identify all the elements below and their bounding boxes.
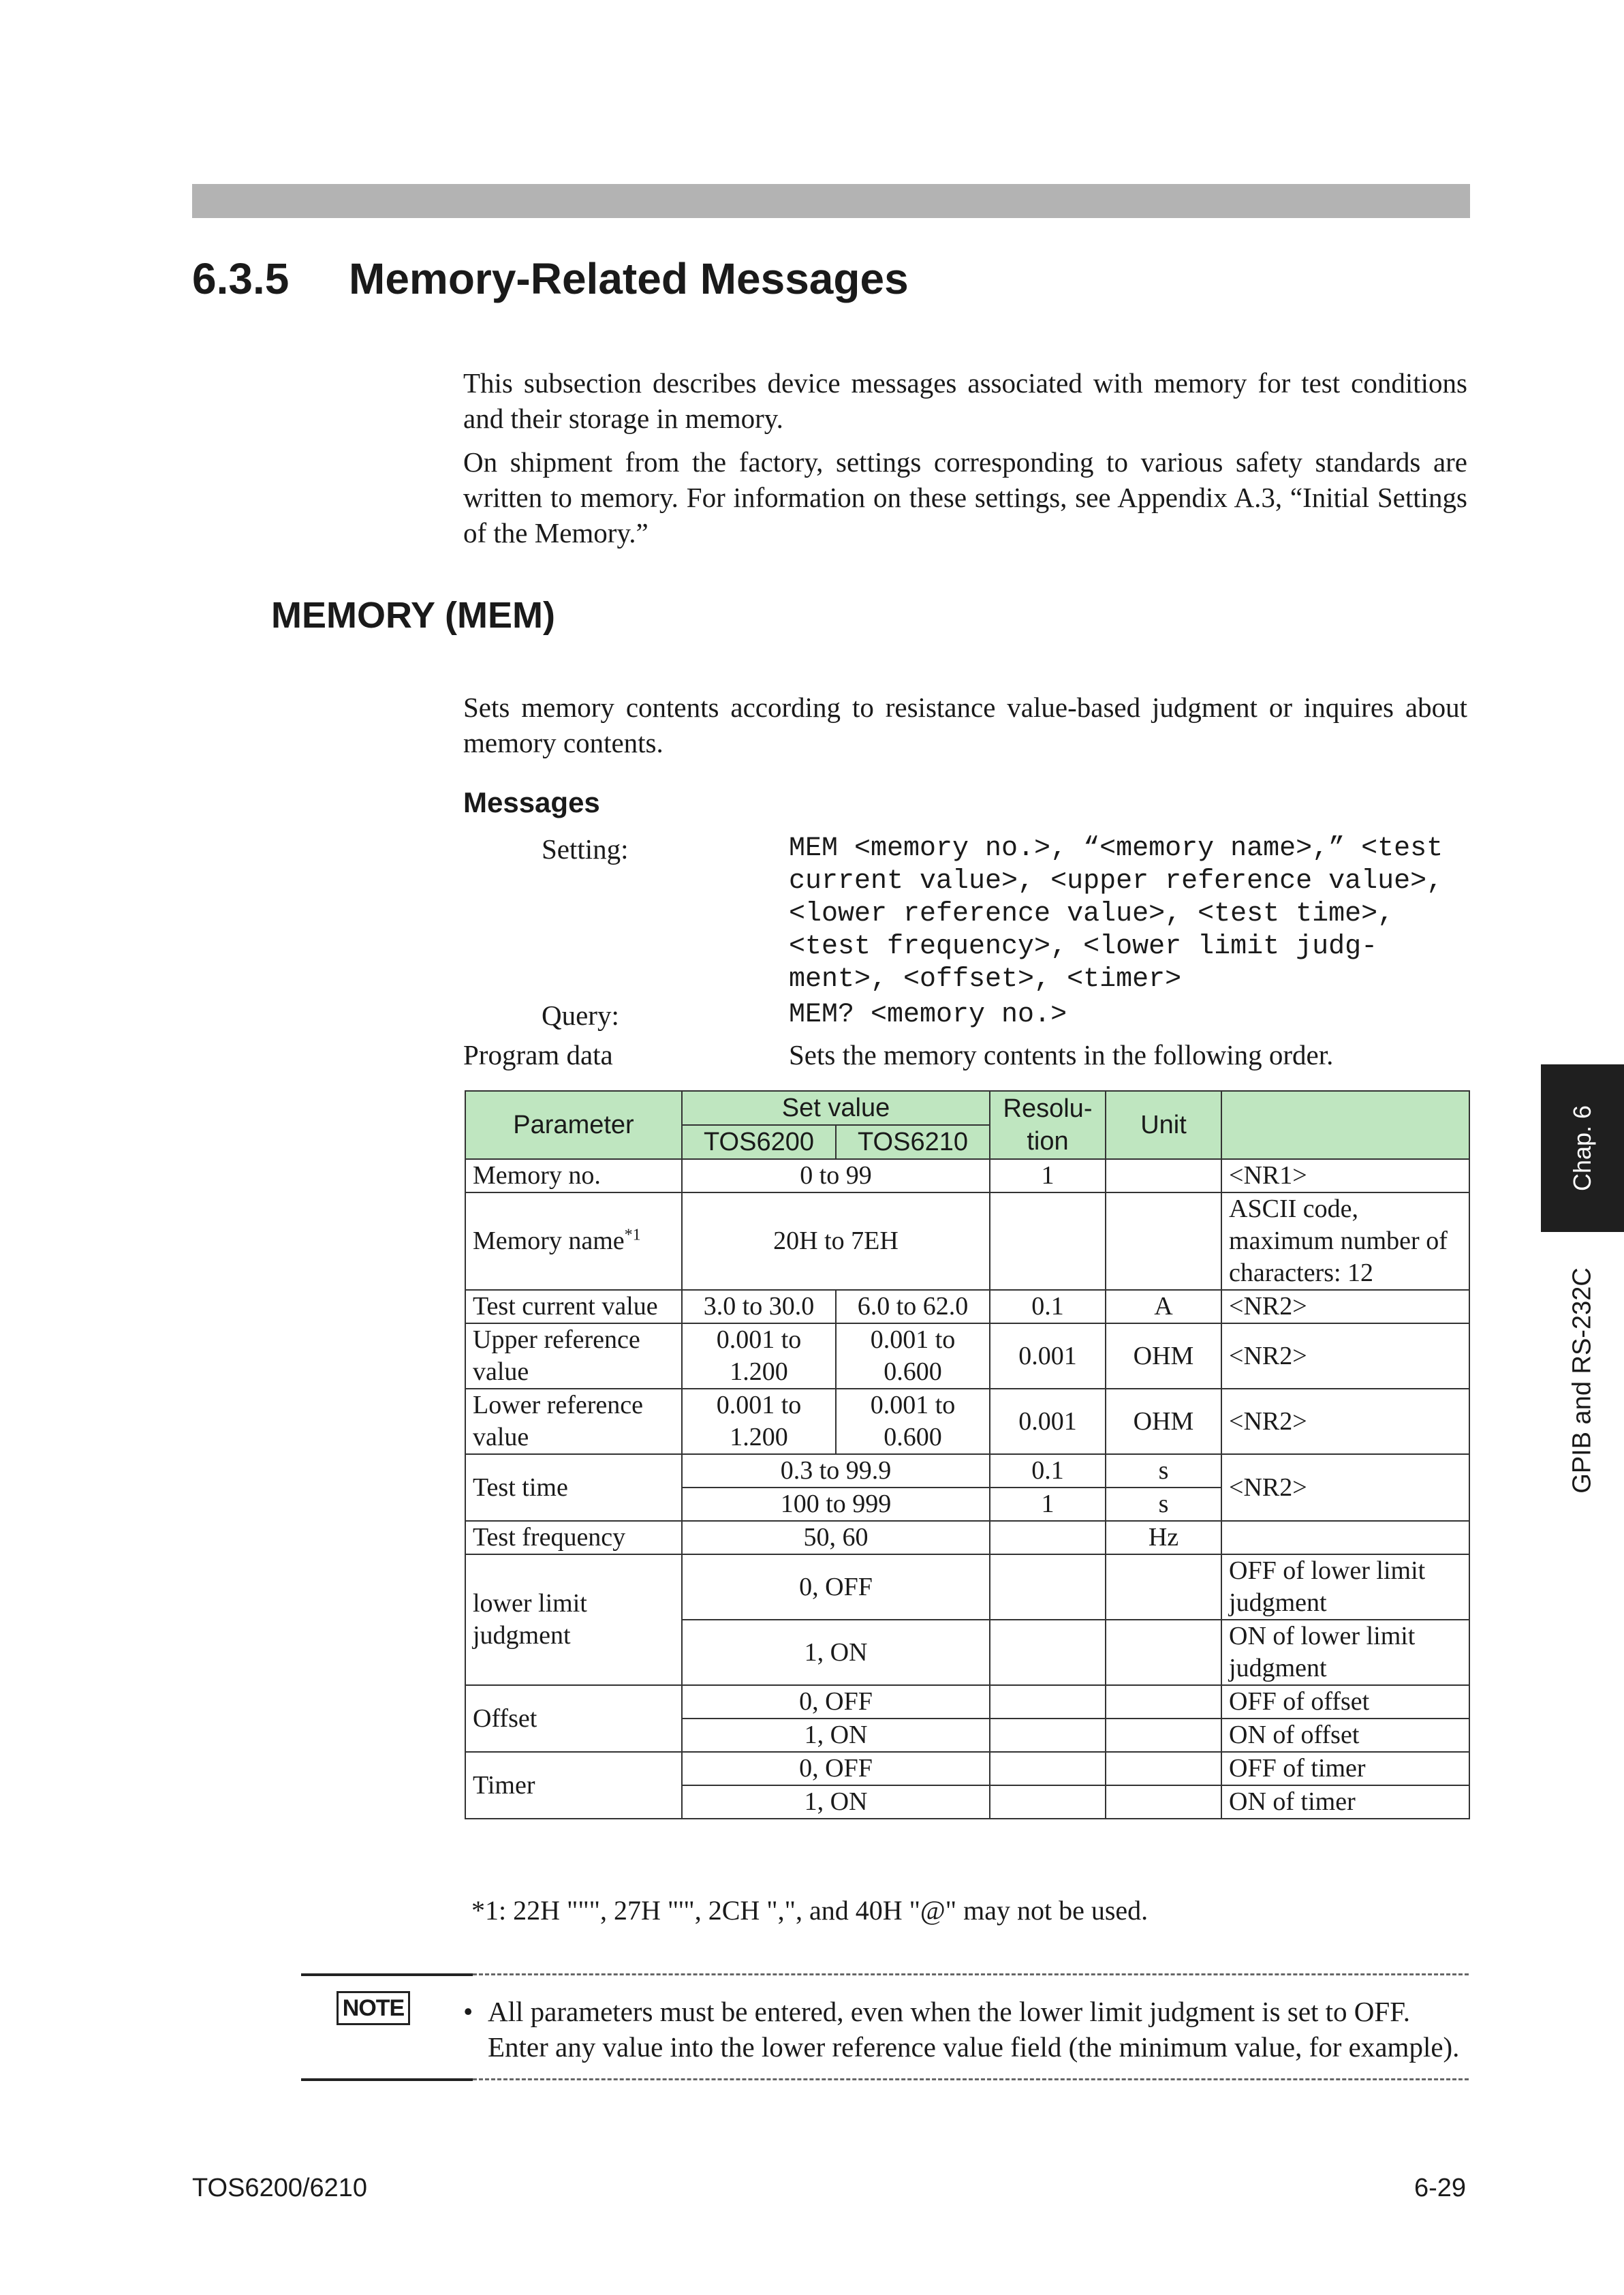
intro-paragraph-1: This subsection describes device messages associated with memory for test conditions and their storage in memory. <box>463 367 1467 434</box>
row-test-current: Test current value 3.0 to 30.0 6.0 to 62.0 0.1 A <NR2> <box>465 1290 1469 1323</box>
chapter-tab <box>1541 1064 1624 1232</box>
program-data-label: Program data <box>463 1039 613 1071</box>
program-data-text: Sets the memory contents in the following order. <box>789 1039 1334 1071</box>
header-blank <box>1221 1091 1469 1159</box>
intro-paragraph-2: On shipment from the factory, settings corresponding to various safety standards are written to memory. For information on these settings, see Appendix A.3, “Initial Settings of the Memory.” <box>463 446 1467 549</box>
side-chapter-label: GPIB and RS-232C <box>1567 1267 1597 1494</box>
section-number: 6.3.5 <box>192 254 290 303</box>
note-bullet: • <box>463 1996 473 2027</box>
note-rule-top-dashed <box>473 1973 1469 1975</box>
row-lower-limit-off: lower limit judgment 0, OFF OFF of lower limit judgment <box>465 1554 1469 1620</box>
setting-label: Setting: <box>542 833 629 865</box>
row-test-frequency: Test frequency 50, 60 Hz <box>465 1521 1469 1554</box>
section-heading <box>192 253 909 304</box>
section-top-bar <box>192 184 1470 218</box>
header-set-value: Set value <box>682 1091 990 1125</box>
chapter-tab-label: Chap. 6 <box>1568 1105 1596 1192</box>
note-body: All parameters must be entered, even when the lower limit judgment is set to OFF. Enter any value into the lower reference value field (the minimum value, for example). <box>488 1996 1460 2063</box>
row-lower-limit-on: 1, ON ON of lower limit judgment <box>465 1620 1469 1685</box>
row-offset-off: Offset 0, OFF OFF of offset <box>465 1685 1469 1719</box>
header-unit: Unit <box>1106 1091 1221 1159</box>
command-description: Sets memory contents according to resistance value-based judgment or inquires about memory contents. <box>463 692 1467 758</box>
note-rule-bottom-solid <box>301 2078 473 2081</box>
header-tos6200: TOS6200 <box>682 1125 836 1159</box>
footer-page-number: 6-29 <box>1414 2174 1467 2202</box>
row-timer-off: Timer 0, OFF OFF of timer <box>465 1752 1469 1785</box>
note-label: NOTE <box>337 1991 410 2025</box>
command-heading: MEMORY (MEM) <box>271 595 555 636</box>
setting-syntax: MEM <memory no.>, “<memory name>,” <test current value>, <upper reference value>, <lower reference value>, <test time>, <test frequency>, <lower limit judg- ment>, <offset>, <timer> <box>789 833 1443 995</box>
row-timer-on: 1, ON ON of timer <box>465 1785 1469 1819</box>
header-tos6210: TOS6210 <box>836 1125 990 1159</box>
note-text <box>463 1994 1469 2065</box>
row-test-time-2: 100 to 999 1 s <box>465 1488 1469 1521</box>
row-memory-name: Memory name$^{*1}$ 20H to 7EH ASCII code, maximum number of characters: 12 <box>465 1192 1469 1290</box>
header-parameter: Parameter <box>465 1091 682 1159</box>
program-data-table <box>465 1090 1470 1819</box>
query-syntax: MEM? <memory no.> <box>789 1000 1067 1030</box>
header-resolution: Resolu- tion <box>990 1091 1106 1159</box>
footer-model: TOS6200/6210 <box>192 2174 368 2202</box>
row-test-time-1: Test time 0.3 to 99.9 0.1 s <NR2> <box>465 1454 1469 1488</box>
note-rule-top-solid <box>301 1973 473 1976</box>
row-lower-reference: Lower reference value 0.001 to 1.200 0.001 to 0.600 0.001 OHM <NR2> <box>465 1389 1469 1454</box>
row-upper-reference: Upper reference value 0.001 to 1.200 0.001 to 0.600 0.001 OHM <NR2> <box>465 1323 1469 1389</box>
note-rule-bottom-dashed <box>473 2078 1469 2080</box>
messages-heading: Messages <box>463 786 600 818</box>
query-label: Query: <box>542 1000 619 1031</box>
row-memory-no: Memory no. 0 to 99 1 <NR1> <box>465 1159 1469 1192</box>
row-offset-on: 1, ON ON of offset <box>465 1719 1469 1752</box>
section-title: Memory-Related Messages <box>349 254 909 303</box>
table-footnote: *1: 22H """, 27H "'", 2CH ",", and 40H "@" may not be used. <box>471 1895 1149 1926</box>
